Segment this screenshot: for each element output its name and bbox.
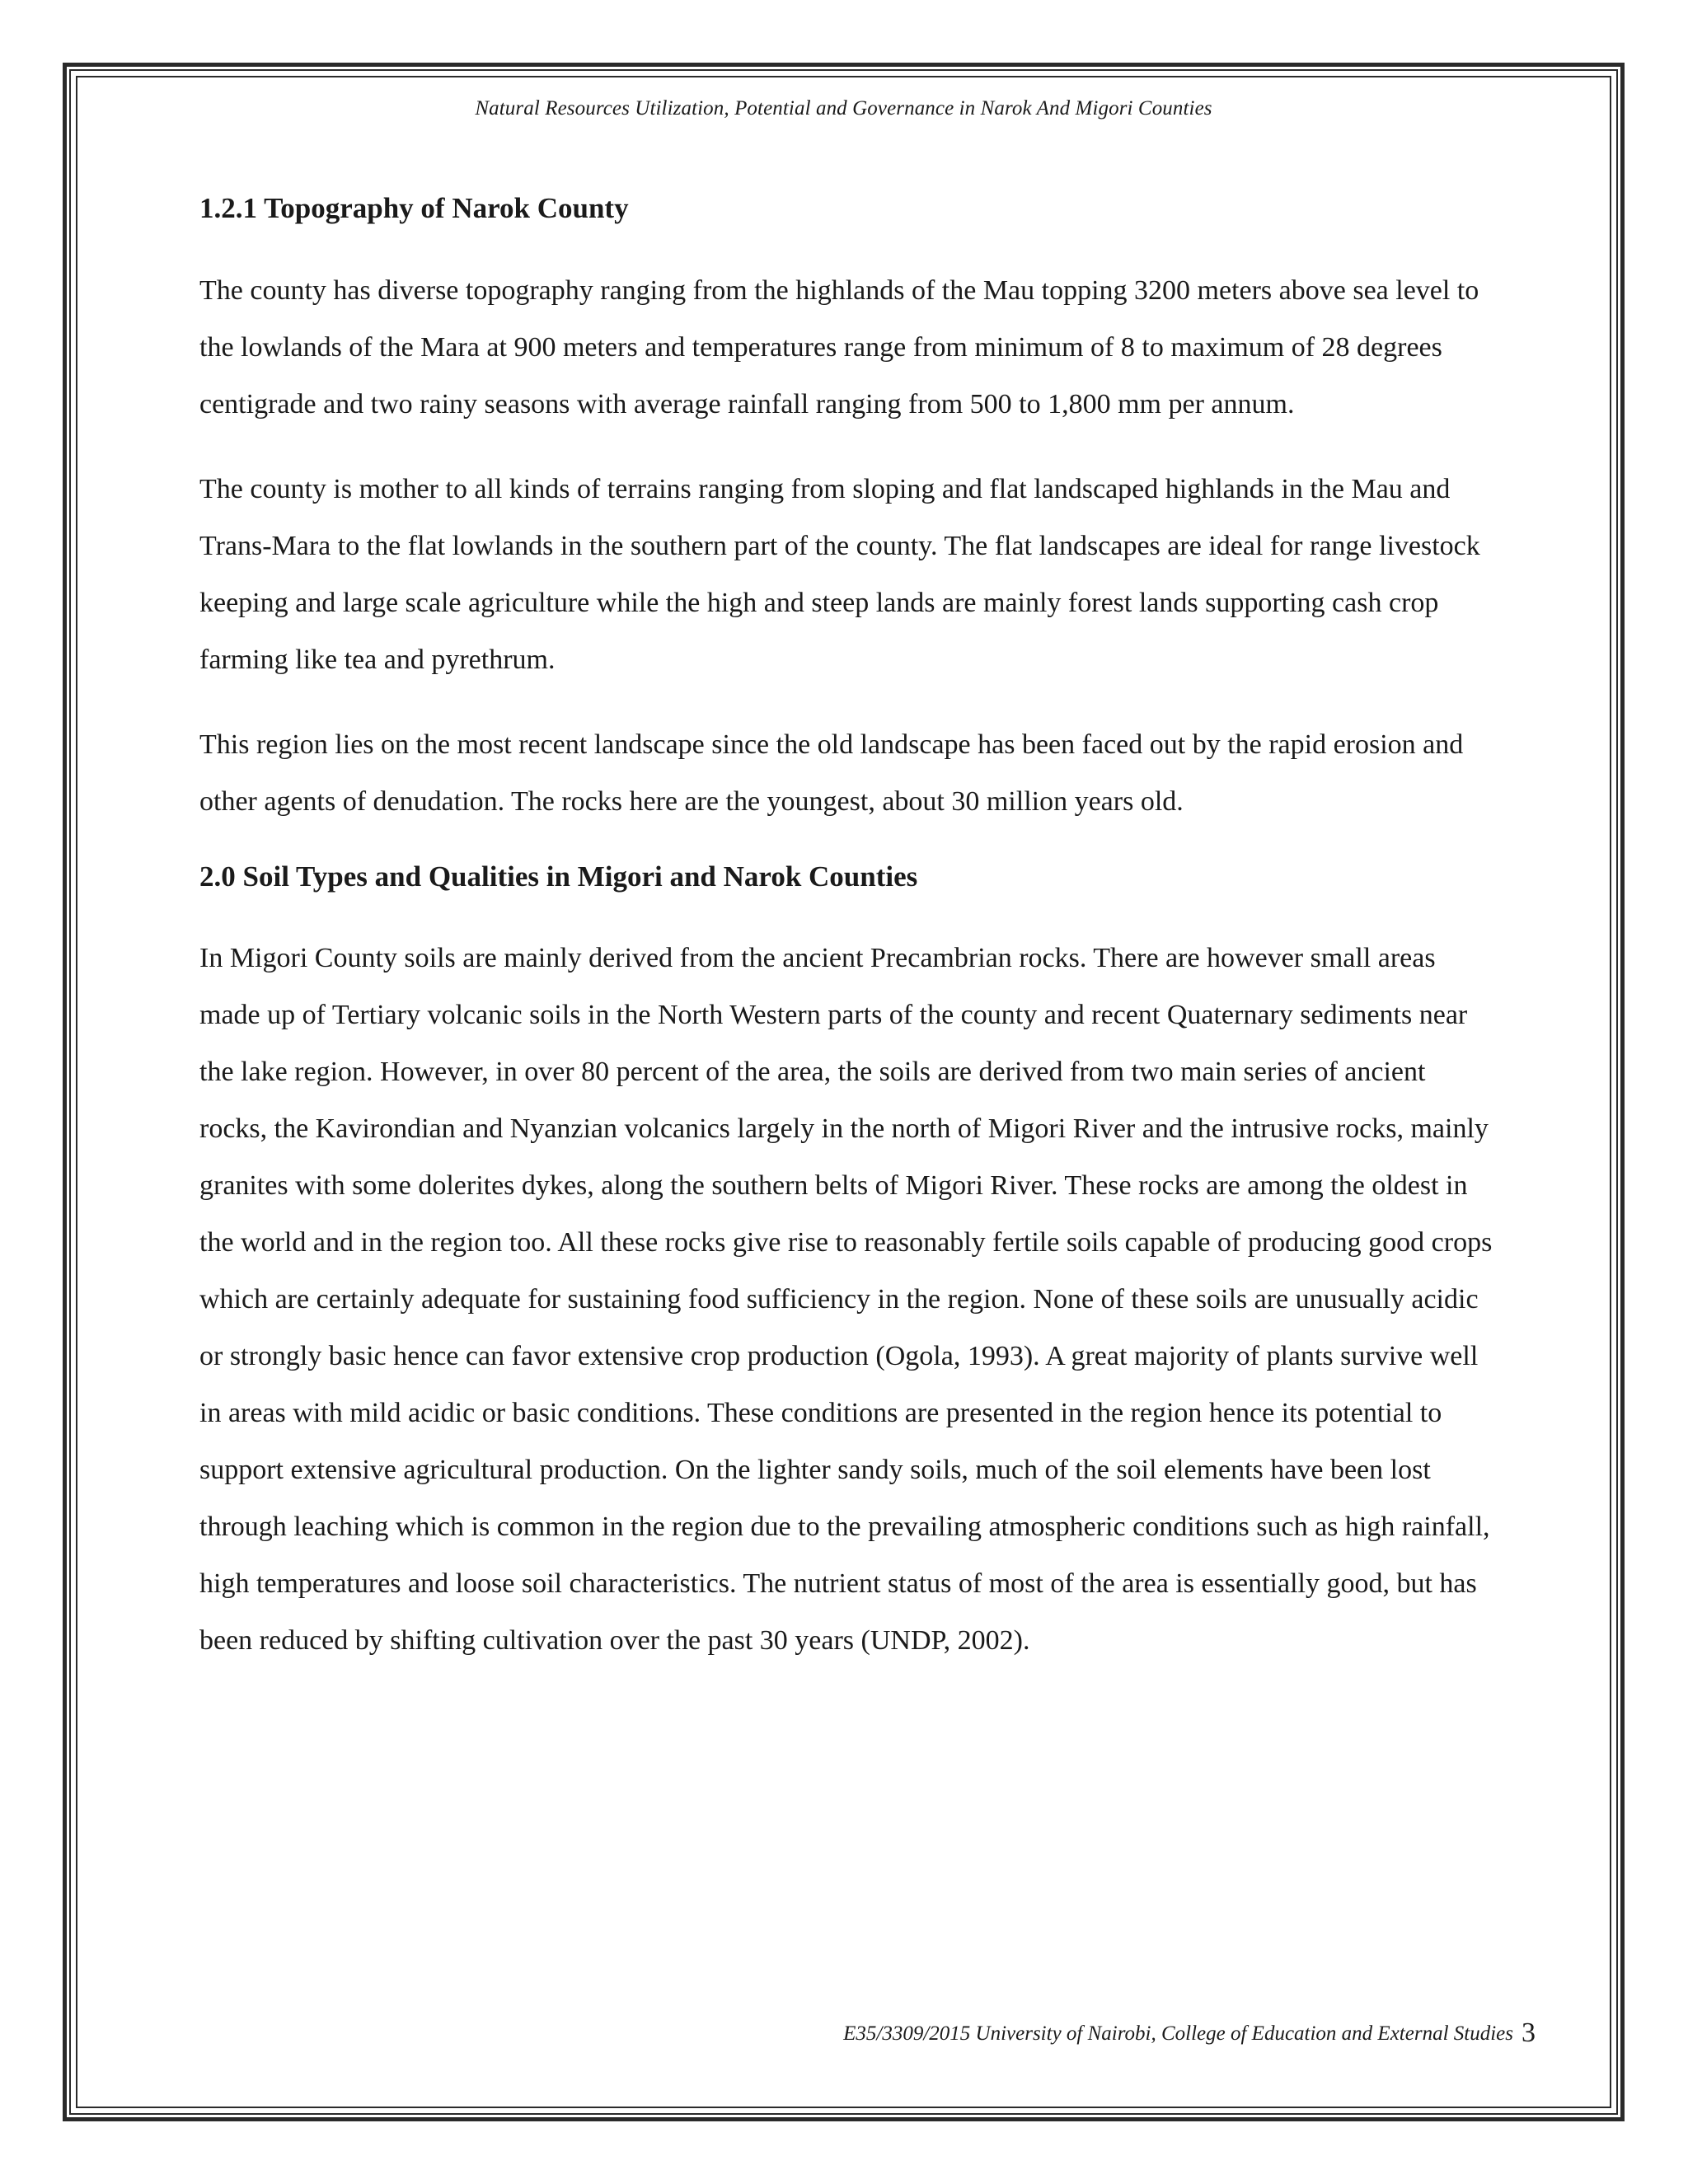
- paragraph: The county has diverse topography ranging from the highlands of the Mau topping 3200 meters above sea level to the lowlands of the Mara at 900 meters and temperatures range from minimum of 8 to maximum of 28 degrees centigrade and two rainy seasons with average rainfall ranging from 500 to 1,800 mm per annum.: [199, 274, 1479, 419]
- section-topography: [199, 190, 1493, 830]
- footer-text: E35/3309/2015 University of Nairobi, College of Education and External Studies: [843, 2022, 1513, 2045]
- section-heading: 1.2.1 Topography of Narok County: [199, 192, 629, 224]
- running-header: Natural Resources Utilization, Potential and Governance in Narok And Migori Counties: [475, 97, 1212, 120]
- page-footer: [76, 2018, 1536, 2049]
- paragraph: In Migori County soils are mainly derived from the ancient Precambrian rocks. There are however small areas made up of Tertiary volcanic soils in the North Western parts of the county and recent Quaternary sediments near the lake region. However, in over 80 percent of the area, the soils are derived from two main series of ancient rocks, the Kavirondian and Nyanzian volcanics largely in the north of Migori River and the intrusive rocks, mainly granites with some dolerites dykes, along the southern belts of Migori River. These rocks are among the oldest in the world and in the region too. All these rocks give rise to reasonably fertile soils capable of producing good crops which are certainly adequate for sustaining food sufficiency in the region. None of these soils are unusually acidic or strongly basic hence can favor extensive crop production (Ogola, 1993). A great majority of plants survive well in areas with mild acidic or basic conditions. These conditions are presented in the region hence its potential to support extensive agricultural production. On the lighter sandy soils, much of the soil elements have been lost through leaching which is common in the region due to the prevailing atmospheric conditions such as high rainfall, high temperatures and loose soil characteristics. The nutrient status of most of the area is essentially good, but has been reduced by shifting cultivation over the past 30 years (UNDP, 2002).: [199, 943, 1493, 1656]
- paragraph: This region lies on the most recent landscape since the old landscape has been faced out by the rapid erosion and other agents of denudation. The rocks here are the youngest, about 30 million years old.: [199, 729, 1464, 817]
- section-heading: 2.0 Soil Types and Qualities in Migori and Narok Counties: [199, 860, 918, 893]
- section-soil-types: [199, 858, 1493, 1670]
- paragraph: The county is mother to all kinds of terrains ranging from sloping and flat landscaped highlands in the Mau and Trans-Mara to the flat lowlands in the southern part of the county. The flat landscapes are ideal for range livestock keeping and large scale agriculture while the high and steep lands are mainly forest lands supporting cash crop farming like tea and pyrethrum.: [199, 473, 1480, 675]
- page-number: 3: [1522, 2018, 1536, 2048]
- page-content: [199, 190, 1493, 1697]
